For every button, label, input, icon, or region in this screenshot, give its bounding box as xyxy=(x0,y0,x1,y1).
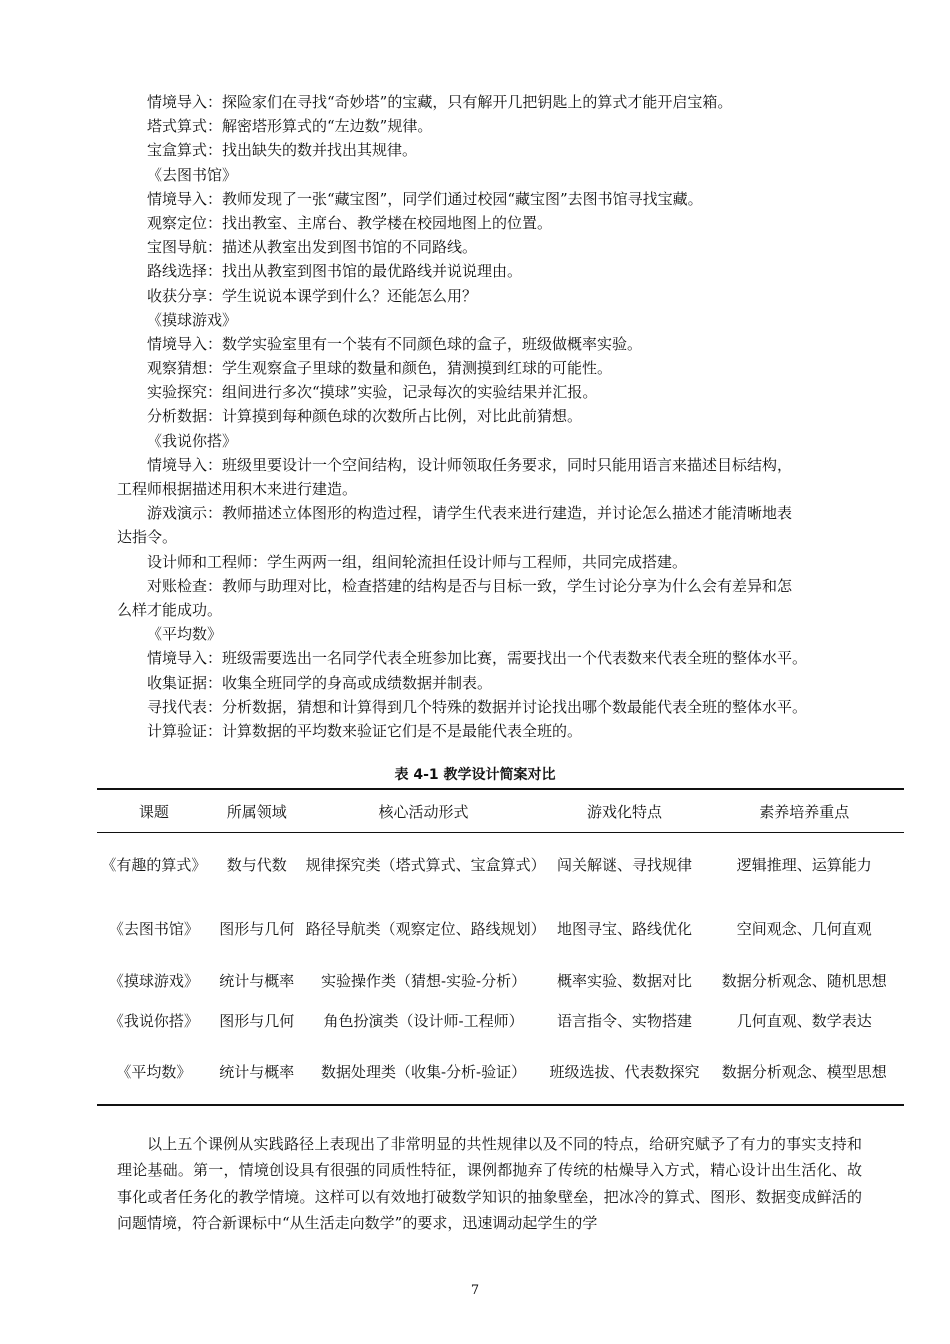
table-cell: 《摸球游戏》 xyxy=(108,971,199,990)
text-line: 情境导入：探险家们在寻找“奇妙塔”的宝藏，只有解开几把钥匙上的算式才能开启宝箱。 xyxy=(147,93,733,111)
table-cell: 语言指令、实物搭建 xyxy=(556,1011,692,1030)
text-line: 宝盒算式：找出缺失的数并找出其规律。 xyxy=(147,141,418,160)
table-cell: 《平均数》 xyxy=(97,1041,211,1105)
table-caption: 表 4-1 教学设计简案对比 xyxy=(394,767,556,783)
body-paragraph: 以上五个课例从实践路径上表现出了非常明显的共性规律以及不同的特点，给研究赋予了有力的事实支持和理论基础。第一，情境创设具有很强的同质性特征，课例都抛弃了传统的枯燥导入方式，精心设计出生活化、故事化或者任务化的教学情境。这样可以有效地打破数学知识的抽象壁垒，把冰冷的算式、图形、数据变成鲜活的问题情境，符合新课标中“从生活走向数学”的要求，迅速调动起学生的学 xyxy=(117,1135,862,1232)
table-cell: 《我说你搭》 xyxy=(108,1011,199,1030)
table-cell: 《有趣的算式》 xyxy=(101,855,207,874)
table-row xyxy=(97,897,904,961)
text-line: 达指令。 xyxy=(117,528,178,547)
table-cell: 逻辑推理、运算能力 xyxy=(736,855,872,874)
text-line: 情境导入：班级里要设计一个空间结构，设计师领取任务要求，同时只能用语言来描述目标结构， xyxy=(147,455,793,474)
text-line: 设计师和工程师：学生两两一组，组间轮流担任设计师与工程师，共同完成搭建。 xyxy=(147,552,688,571)
table-cell: 规律探究类（塔式算式、宝盒算式） xyxy=(305,855,546,874)
table-row xyxy=(97,961,904,1001)
text-line: 路线选择：找出从教室到图书馆的最优路线并说说理由。 xyxy=(147,262,523,281)
table-header-row xyxy=(97,789,904,833)
table-cell: 统计与概率 xyxy=(211,1041,303,1105)
table-cell: 几何直观、数学表达 xyxy=(736,1011,872,1030)
text-line: 《摸球游戏》 xyxy=(147,310,238,329)
text-line: 分析数据：计算摸到每种颜色球的次数所占比例，对比此前猜想。 xyxy=(147,407,583,426)
table-cell: 图形与几何 xyxy=(219,1011,295,1030)
header-cell: 核心活动形式 xyxy=(303,789,545,833)
text-line: 工程师根据描述用积木来进行建造。 xyxy=(117,480,358,498)
text-line: 游戏演示：教师描述立体图形的构造过程，请学生代表来进行建造，并讨论怎么描述才能清晰地表 xyxy=(147,504,793,523)
table-cell: 图形与几何 xyxy=(219,919,295,938)
text-line: 收集证据：收集全班同学的身高或成绩数据并制表。 xyxy=(147,673,493,692)
header-cell: 所属领域 xyxy=(211,789,303,833)
text-line: 情境导入：数学实验室里有一个装有不同颜色球的盒子，班级做概率实验。 xyxy=(147,334,643,353)
header-cell: 素养培养重点 xyxy=(705,789,904,833)
text-line: 么样才能成功。 xyxy=(117,600,223,619)
table-cell: 路径导航类（观察定位、路线规划） xyxy=(305,919,546,938)
table-cell: 数与代数 xyxy=(226,855,287,874)
text-line: 《平均数》 xyxy=(147,625,223,644)
table-cell: 空间观念、几何直观 xyxy=(736,919,872,938)
text-line: 宝图导航：描述从教室出发到图书馆的不同路线。 xyxy=(147,238,478,257)
text-line: 塔式算式：解密塔形算式的“左边数”规律。 xyxy=(147,117,433,136)
table-cell: 闯关解谜、寻找规律 xyxy=(556,855,692,874)
table-cell: 实验操作类（猜想-实验-分析） xyxy=(320,971,527,990)
text-line: 收获分享：学生说说本课学到什么？还能怎么用？ xyxy=(147,286,478,305)
text-line: 寻找代表：分析数据，猜想和计算得到几个特殊的数据并讨论找出哪个数最能代表全班的整体水平。 xyxy=(147,697,808,716)
table-row xyxy=(97,833,904,897)
table-cell: 统计与概率 xyxy=(219,971,295,990)
table-cell: 数据分析观念、随机思想 xyxy=(721,971,887,990)
text-line: 计算验证：计算数据的平均数来验证它们是不是最能代表全班的。 xyxy=(147,721,583,740)
text-line: 情境导入：班级需要选出一名同学代表全班参加比赛，需要找出一个代表数来代表全班的整体水平。 xyxy=(147,649,808,668)
table-cell: 数据分析观念、模型思想 xyxy=(705,1041,904,1105)
text-line: 实验探究：组间进行多次“摸球”实验，记录每次的实验结果并汇报。 xyxy=(147,383,598,402)
header-cell: 课题 xyxy=(97,789,211,833)
text-line: 《我说你搭》 xyxy=(147,431,238,450)
text-line: 情境导入：教师发现了一张“藏宝图”，同学们通过校园“藏宝图”去图书馆寻找宝藏。 xyxy=(147,189,703,208)
page-number: 7 xyxy=(470,1283,480,1298)
table-row xyxy=(97,1001,904,1041)
text-line: 《去图书馆》 xyxy=(147,165,238,184)
text-line: 观察定位：找出教室、主席台、教学楼在校园地图上的位置。 xyxy=(147,213,553,232)
text-line: 观察猜想：学生观察盒子里球的数量和颜色，猜测摸到红球的可能性。 xyxy=(147,359,613,378)
lesson-outline xyxy=(0,90,950,743)
table-cell: 班级选拔、代表数探究 xyxy=(544,1041,704,1105)
table-cell: 数据处理类（收集-分析-验证） xyxy=(303,1041,545,1105)
table-cell: 《去图书馆》 xyxy=(108,919,199,938)
table-cell: 概率实验、数据对比 xyxy=(556,971,692,990)
lesson-comparison-table xyxy=(97,788,904,1106)
header-cell: 游戏化特点 xyxy=(544,789,704,833)
text-line: 对账检查：教师与助理对比，检查搭建的结构是否与目标一致，学生讨论分享为什么会有差异和怎 xyxy=(147,576,793,595)
table-cell: 地图寻宝、路线优化 xyxy=(556,919,692,938)
table-cell: 角色扮演类（设计师-工程师） xyxy=(323,1011,524,1030)
table-row xyxy=(97,1041,904,1105)
